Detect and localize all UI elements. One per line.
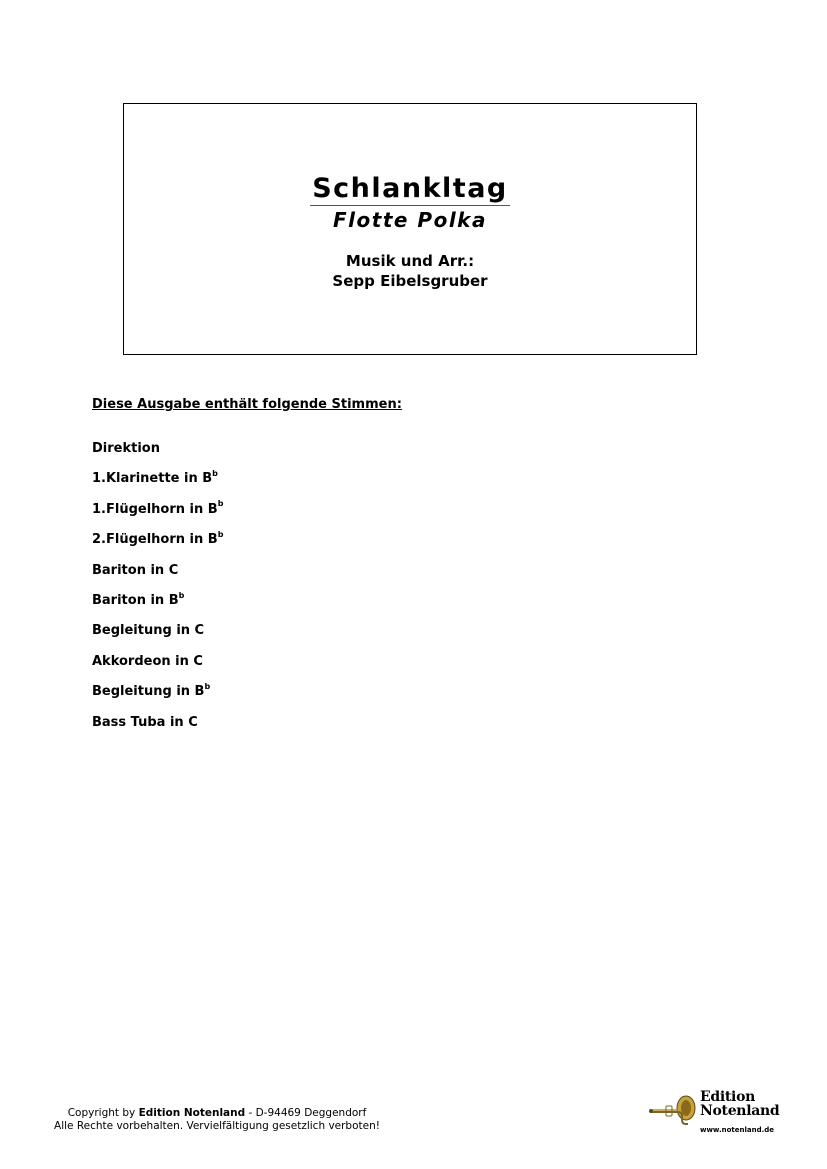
part-label: Direktion (92, 441, 160, 456)
part-item (92, 622, 223, 652)
logo-line-1: Edition (700, 1089, 755, 1105)
part-key-sup: b (204, 681, 211, 691)
part-key-sup: b (217, 499, 224, 509)
part-key-sup: b (217, 529, 224, 539)
part-item (92, 531, 223, 561)
part-item (92, 653, 223, 683)
part-label: 2.Flügelhorn in B (92, 532, 218, 548)
logo-url: www.notenland.de (700, 1126, 775, 1134)
part-key-sup: b (212, 469, 218, 479)
part-label: 1.Flügelhorn in B (92, 501, 218, 517)
piece-subtitle: Flotte Polka (333, 208, 487, 232)
part-key-sup: b (178, 590, 185, 600)
piece-title-text: Schlankltag (312, 173, 508, 204)
part-item (92, 592, 223, 622)
part-label: 1.Klarinette in B (92, 471, 213, 487)
copyright-line (52, 1107, 382, 1120)
part-label: Akkordeon in C (92, 653, 203, 669)
part-item (92, 470, 223, 500)
parts-list (92, 440, 223, 744)
part-label: Begleitung in B (92, 684, 205, 700)
part-item (92, 562, 223, 592)
horn-icon (648, 1092, 698, 1128)
part-item (92, 440, 223, 470)
publisher-name: Edition Notenland (138, 1107, 246, 1119)
credit-label: Musik und Arr.: (345, 252, 475, 270)
copyright-suffix: - D-94469 Deggendorf (245, 1107, 367, 1119)
copyright-prefix: Copyright by (67, 1107, 139, 1119)
part-item (92, 683, 223, 713)
part-label: Begleitung in C (92, 623, 205, 639)
part-label: Bariton in C (92, 562, 179, 578)
parts-heading: Diese Ausgabe enthält folgende Stimmen: (92, 397, 402, 412)
part-label: Bariton in B (92, 592, 179, 608)
copyright-footer (52, 1107, 382, 1133)
part-item (92, 501, 223, 531)
logo-line-2: Notenland (700, 1103, 780, 1119)
title-box (123, 103, 697, 355)
rights-line: Alle Rechte vorbehalten. Vervielfältigung gesetzlich verboten! (54, 1120, 380, 1132)
publisher-logo (648, 1090, 780, 1138)
part-label: Bass Tuba in C (92, 714, 198, 730)
part-item (92, 714, 223, 744)
logo-wordmark (700, 1090, 779, 1118)
piece-title (124, 174, 696, 204)
composer-name: Sepp Eibelsgruber (332, 272, 488, 290)
